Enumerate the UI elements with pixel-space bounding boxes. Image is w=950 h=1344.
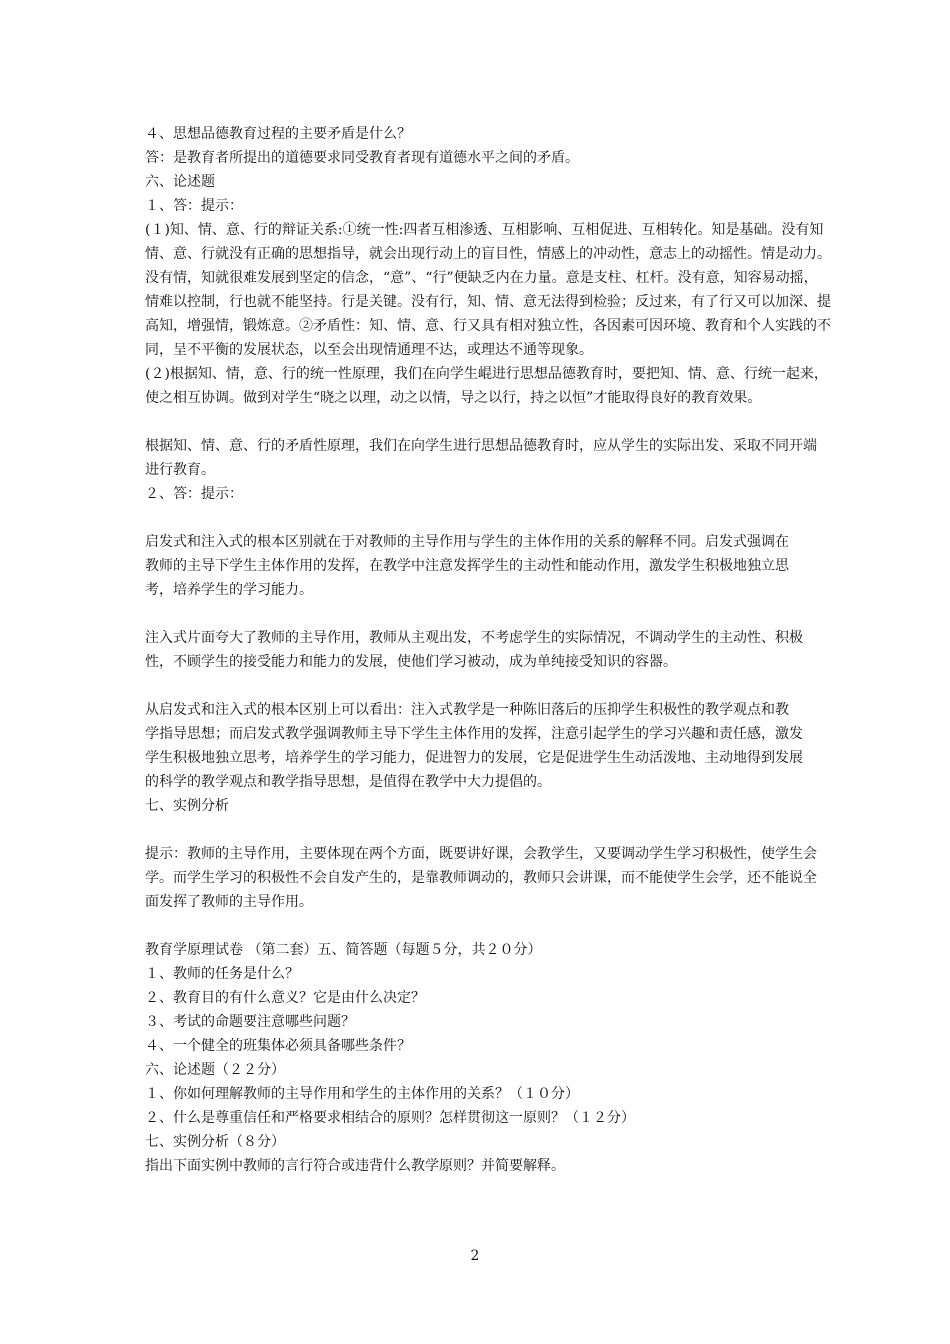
text-line: 学。而学生学习的积极性不会自发产生的，是靠教师调动的，教师只会讲课，而不能使学生会学，还不能说全	[145, 870, 817, 886]
text-line: (１)知、情、意、行的辩证关系:①统一性:四者互相渗透、互相影响、互相促进、互相转化。知是基础。没有知	[145, 222, 824, 238]
text-line: 高知，增强情，锻炼意。②矛盾性：知、情、意、行又具有相对独立性，各因素可因环境、教育和个人实践的不	[145, 318, 831, 334]
text-line: 六、论述题（２２分）	[145, 1062, 285, 1078]
text-line: 七、实例分析	[145, 798, 229, 814]
text-line: ２、什么是尊重信任和严格要求相结合的原则？怎样贯彻这一原则？（１２分）	[145, 1110, 635, 1126]
text-line: 六、论述题	[145, 174, 215, 190]
text-line: ３、考试的命题要注意哪些问题？	[145, 1014, 355, 1030]
blank-line	[145, 506, 810, 530]
text-line: 性，不顾学生的接受能力和能力的发展，使他们学习被动，成为单纯接受知识的容器。	[145, 654, 677, 670]
blank-line	[145, 674, 810, 698]
text-line: 进行教育。	[145, 462, 215, 478]
text-line: １、答：提示：	[145, 198, 243, 214]
text-line: 面发挥了教师的主导作用。	[145, 894, 313, 910]
text-line: 七、实例分析（８分）	[145, 1134, 285, 1150]
text-line: ２、答：提示：	[145, 486, 243, 502]
text-line: ２、教育目的有什么意义？它是由什么决定？	[145, 990, 425, 1006]
text-line: 同，呈不平衡的发展状态，以至会出现情通理不达，或理达不通等现象。	[145, 342, 593, 358]
text-line: ４、思想品德教育过程的主要矛盾是什么？	[145, 126, 411, 142]
text-line: 从启发式和注入式的根本区别上可以看出：注入式教学是一种陈旧落后的压抑学生积极性的教学观点和教	[145, 702, 789, 718]
text-line: 学指导思想；而启发式教学强调教师主导下学生主体作用的发挥，注意引起学生的学习兴趣和责任感，激发	[145, 726, 803, 742]
text-line: １、你如何理解教师的主导作用和学生的主体作用的关系？（１０分）	[145, 1086, 579, 1102]
text-line: (２)根据知、情，意、行的统一性原理，我们在向学生崐进行思想品德教育时，要把知、情、意、行统一起来，	[145, 366, 828, 382]
text-line: 情、意、行就没有正确的思想指导，就会出现行动上的盲目性，情感上的冲动性，意志上的动摇性。情是动力。	[145, 246, 831, 262]
text-line: 学生积极地独立思考，培养学生的学习能力，促进智力的发展，它是促进学生生动活泼地、主动地得到发展	[145, 750, 803, 766]
text-line: 教育学原理试卷 （第二套）五、简答题（每题５分，共２０分）	[145, 942, 542, 958]
text-line: 教师的主导下学生主体作用的发挥，在教学中注意发挥学生的主动性和能动作用，激发学生积极地独立思	[145, 558, 789, 574]
text-line: 提示：教师的主导作用，主要体现在两个方面，既要讲好课，会教学生，又要调动学生学习积极性，使学生会	[145, 846, 817, 862]
text-line: 的科学的教学观点和教学指导思想，是值得在教学中大力提倡的。	[145, 774, 551, 790]
text-line: １、教师的任务是什么？	[145, 966, 299, 982]
blank-line	[145, 410, 810, 434]
text-line: 注入式片面夸大了教师的主导作用，教师从主观出发，不考虑学生的实际情况，不调动学生的主动性、积极	[145, 630, 803, 646]
blank-line	[145, 602, 810, 626]
text-line: ４、一个健全的班集体必须具备哪些条件？	[145, 1038, 411, 1054]
blank-line	[145, 818, 810, 842]
text-line: 考，培养学生的学习能力。	[145, 582, 313, 598]
text-line: 使之相互协调。做到对学生“晓之以理，动之以情，导之以行，持之以恒”才能取得良好的教育效果。	[145, 390, 762, 406]
text-line: 启发式和注入式的根本区别就在于对教师的主导作用与学生的主体作用的关系的解释不同。启发式强调在	[145, 534, 789, 550]
blank-line	[145, 914, 810, 938]
text-line: 没有情，知就很难发展到坚定的信念，“意”、“行”便缺乏内在力量。意是支柱、杠杆。没有意，知容易动摇，	[145, 270, 818, 286]
text-line: 指出下面实例中教师的言行符合或违背什么教学原则？并简要解释。	[145, 1158, 565, 1174]
text-line: 情难以控制，行也就不能坚持。行是关键。没有行，知、情、意无法得到检验；反过来，有了行又可以加深、提	[145, 294, 831, 310]
document-body	[145, 122, 831, 1178]
text-line: 答：是教育者所提出的道德要求同受教育者现有道德水平之间的矛盾。	[145, 150, 579, 166]
page-number: 2	[470, 1248, 480, 1264]
text-line: 根据知、情、意、行的矛盾性原理，我们在向学生进行思想品德教育时，应从学生的实际出发、采取不同开端	[145, 438, 817, 454]
